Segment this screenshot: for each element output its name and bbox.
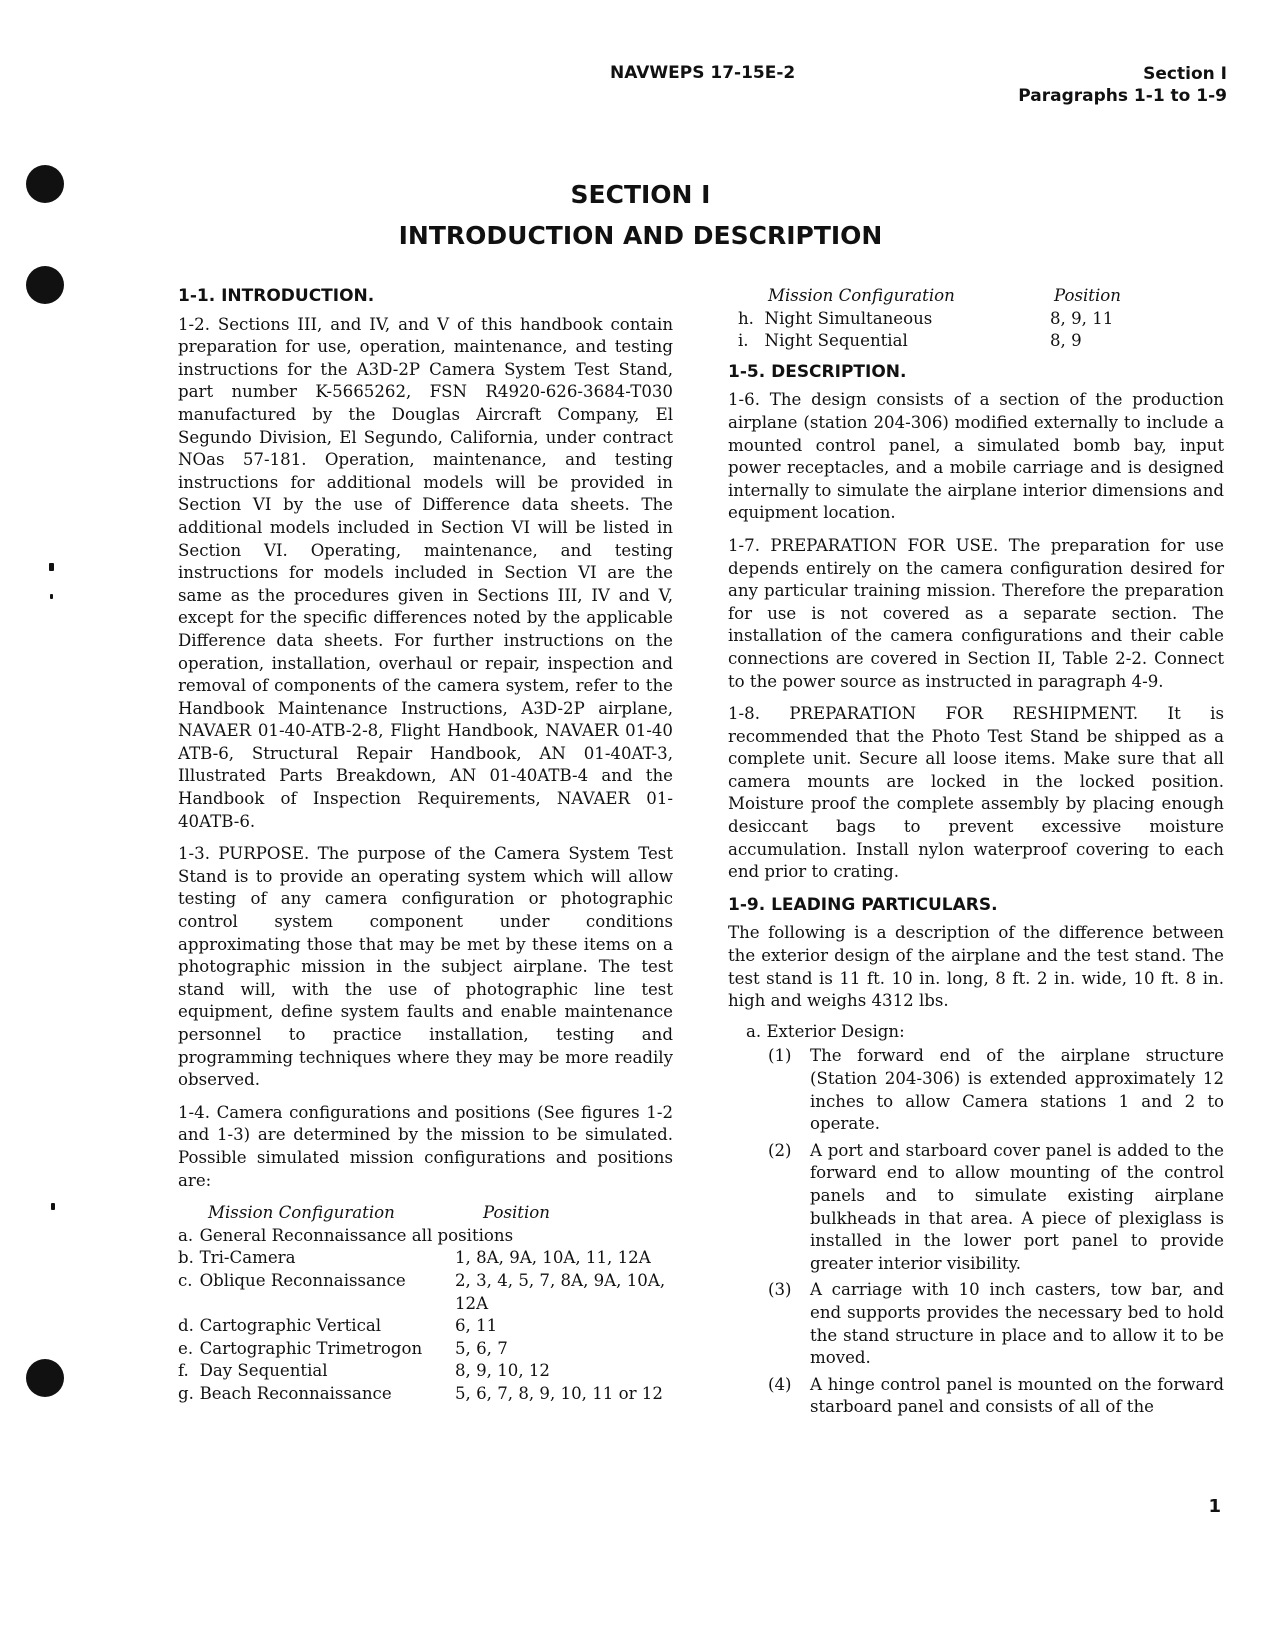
section-reference (1018, 63, 1227, 107)
header-config: Mission Configuration (208, 1203, 395, 1223)
heading-description: 1-5. DESCRIPTION. (728, 361, 907, 382)
margin-mark-2 (50, 594, 53, 599)
heading-leading-particulars: 1-9. LEADING PARTICULARS. (728, 894, 998, 915)
section-subtitle: INTRODUCTION AND DESCRIPTION (398, 221, 883, 250)
left-column (178, 285, 673, 1406)
table-row: c. Oblique Reconnaissance 2, 3, 4, 5, 7, 8A, 9A, 10A, 12A (178, 1270, 666, 1313)
heading-introduction: 1-1. INTRODUCTION. (178, 286, 375, 306)
list-item: (2) A port and starboard cover panel is added to the forward end to allow mounting of the control panels and to simulate existing airplane bulkheads in that area. A piece of plexiglass is installed in the lower port panel to provide greater interior visibility. (768, 1140, 1224, 1273)
list-item: (3) A carriage with 10 inch casters, tow bar, and end supports provides the necessary bed to hold the stand structure in place and to allow it to be moved. (768, 1280, 1224, 1368)
table-header (728, 285, 1224, 308)
list-item: (1) The forward end of the airplane structure (Station 204-306) is extended approximately 12 inches to allow Camera stations 1 and 2 to operate. (768, 1046, 1224, 1134)
table-row: e. Cartographic Trimetrogon 5, 6, 7 (178, 1338, 508, 1358)
paragraph-1-9: The following is a description of the difference between the exterior design of the airplane and the test stand. The test stand is 11 ft. 10 in. long, 8 ft. 2 in. wide, 10 ft. 8 in. high and weighs 4312 lbs. (728, 923, 1224, 1011)
document-number: NAVWEPS 17-15E-2 (610, 63, 796, 83)
section-title: SECTION I (570, 180, 711, 209)
list-item: (4) A hinge control panel is mounted on the forward starboard panel and consists of all of the (768, 1374, 1224, 1417)
header-config: Mission Configuration (768, 286, 955, 305)
paragraph-1-6: 1-6. The design consists of a section of the production airplane (station 204-306) modified externally to include a mounted control panel, a simulated bomb bay, input power receptacles, and a mobile carriage and is designed internally to simulate the airplane interior dimensions and equipment location. (728, 390, 1224, 523)
table-row: a. General Reconnaissance all positions (178, 1225, 514, 1245)
table-row: d. Cartographic Vertical 6, 11 (178, 1316, 498, 1336)
section-label: Section I (1143, 64, 1227, 84)
mission-table-left (178, 1202, 673, 1405)
page-number: 1 (1208, 1496, 1221, 1517)
exterior-items (728, 1045, 1224, 1419)
table-row: f. Day Sequential 8, 9, 10, 12 (178, 1361, 550, 1381)
paragraph-1-7: 1-7. PREPARATION FOR USE. The preparation for use depends entirely on the camera configuration desired for any particular training mission. Therefore the preparation for use is not covered as a separate section. The installation of the camera configurations and their cable connections are covered in Section II, Table 2-2. Connect to the power source as instructed in paragraph 4-9. (728, 535, 1224, 691)
margin-mark-3 (51, 1203, 55, 1210)
table-row: g. Beach Reconnaissance 5, 6, 7, 8, 9, 10, 11 or 12 (178, 1383, 663, 1403)
exterior-design-label: a. Exterior Design: (746, 1021, 905, 1041)
paragraph-1-2: 1-2. Sections III, and IV, and V of this handbook contain preparation for use, operation, maintenance, and testing instructions for the A3D-2P Camera System Test Stand, part number K-5665262, FSN R4920-626-3684-T030 manufactured by the Douglas Aircraft Company, El Segundo Division, El Segundo, California, under contract NOas 57-181. Operation, maintenance, and testing instructions for additional models will be provided in Section VI by the use of Difference data sheets. The additional models included in Section VI will be listed in Section VI. Operating, maintenance, and testing instructions for models included in Section VI are the same as the procedures given in Sections III, IV and V, except for the specific differences noted by the applicable Difference data sheets. For further instructions on the operation, installation, overhaul or repair, inspection and removal of components of the camera system, refer to the Handbook Maintenance Instructions, A3D-2P airplane, NAVAER 01-40-ATB-2-8, Flight Handbook, NAVAER 01-40 ATB-6, Structural Repair Handbook, AN 01-40AT-3, Illustrated Parts Breakdown, AN 01-40ATB-4 and the Handbook of Inspection Requirements, NAVAER 01-40ATB-6. (178, 314, 673, 831)
binder-hole-2 (26, 266, 64, 304)
binder-hole-3 (26, 1359, 64, 1397)
header-position: Position (1054, 286, 1121, 305)
mission-table-right (728, 285, 1224, 353)
right-column (728, 285, 1224, 1423)
paragraph-1-4: 1-4. Camera configurations and positions (See figures 1-2 and 1-3) are determined by the mission to be simulated. Possible simulated mission configurations and positions are: (178, 1102, 673, 1190)
table-row: b. Tri-Camera 1, 8A, 9A, 10A, 11, 12A (178, 1248, 651, 1268)
paragraph-range: Paragraphs 1-1 to 1-9 (1018, 86, 1227, 106)
table-row: i. Night Sequential 8, 9 (738, 331, 1082, 351)
header-position: Position (483, 1203, 550, 1223)
table-header (178, 1202, 673, 1225)
paragraph-1-8: 1-8. PREPARATION FOR RESHIPMENT. It is recommended that the Photo Test Stand be shipped as a complete unit. Secure all loose items. Make sure that all camera mounts are locked in the locked position. Moisture proof the complete assembly by placing enough desiccant bags to prevent excessive moisture accumulation. Install nylon waterproof covering to each end prior to crating. (728, 704, 1224, 882)
margin-mark-1 (49, 563, 54, 571)
paragraph-1-3: 1-3. PURPOSE. The purpose of the Camera System Test Stand is to provide an operating system which will allow testing of any camera configuration or photographic control system component under conditions approximating those that may be met by these items on a photographic mission in the subject airplane. The test stand will, with the use of photographic line test equipment, define system faults and enable maintenance personnel to practice installation, testing and programming techniques where they may be more readily observed. (178, 844, 673, 1090)
table-row: h. Night Simultaneous 8, 9, 11 (738, 308, 1114, 328)
